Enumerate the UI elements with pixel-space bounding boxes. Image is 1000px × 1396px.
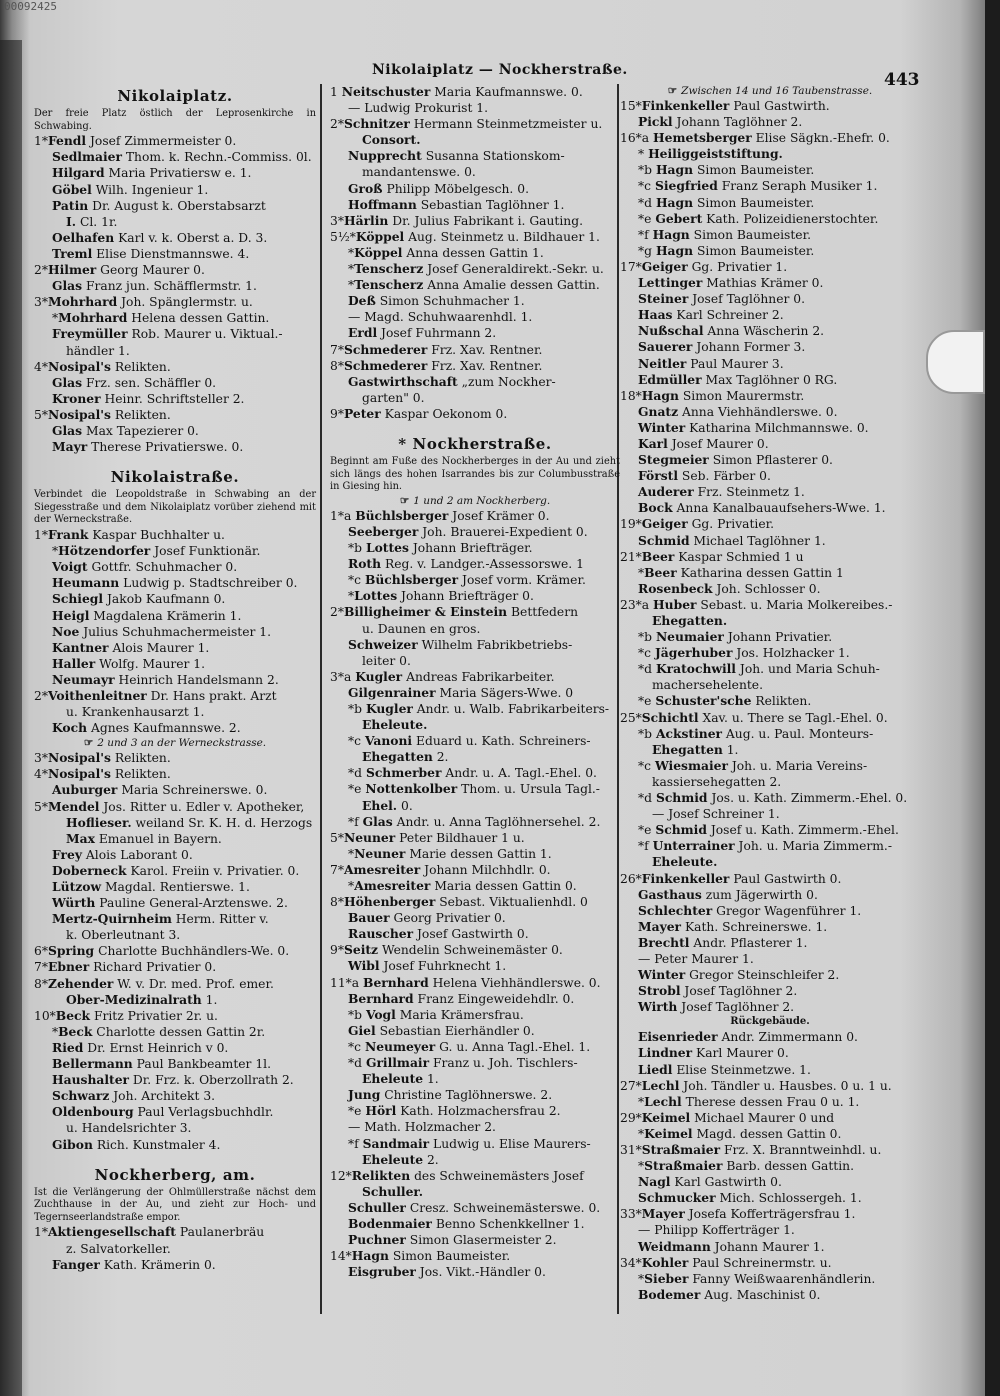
resident-entry: Ehegatten 1. [652, 741, 739, 757]
resident-entry: z. Salvatorkeller. [66, 1241, 171, 1256]
resident-entry: 25*Schichtl Xav. u. There se Tagl.-Ehel. 0. [620, 709, 888, 725]
resident-entry: u. Daunen en gros. [362, 621, 481, 636]
resident-entry: *c Neumeyer G. u. Anna Tagl.-Ehel. 1. [348, 1038, 591, 1054]
resident-entry: *e Nottenkolber Thom. u. Ursula Tagl.- [348, 781, 600, 797]
resident-entry: 9*Seitz Wendelin Schweinemäster 0. [330, 942, 563, 958]
resident-entry: 2*Billigheimer & Einstein Bettfedern [330, 604, 578, 620]
resident-entry: Gastwirthschaft „zum Nockher- [348, 373, 556, 389]
resident-entry: Auderer Frz. Steinmetz 1. [638, 484, 805, 500]
resident-entry: Edmüller Max Taglöhner 0 RG. [638, 371, 838, 387]
page-clip [926, 330, 985, 394]
resident-entry: *d Schmerber Andr. u. A. Tagl.-Ehel. 0. [348, 765, 597, 781]
resident-entry: Förstl Seb. Färber 0. [638, 468, 771, 484]
resident-entry: Strobl Josef Taglöhner 2. [638, 983, 798, 999]
resident-entry: Wirth Josef Taglöhner 2. [638, 999, 795, 1015]
resident-entry: Eisgruber Jos. Vikt.-Händler 0. [348, 1264, 546, 1280]
resident-entry: Heigl Magdalena Krämerin 1. [52, 607, 242, 623]
resident-entry: — Peter Maurer 1. [638, 951, 754, 966]
resident-entry: — Philipp Kofferträger 1. [638, 1223, 795, 1238]
resident-entry: *Beer Katharina dessen Gattin 1 [638, 564, 844, 580]
street-description: Beginnt am Fuße des Nockherberges in der Au und zieht sich längs des hohen Isarrandes bis zur Columbusstraße in Giesing hin. [330, 456, 620, 493]
resident-entry: u. Handelsrichter 3. [66, 1121, 192, 1136]
resident-entry: Bernhard Franz Eingeweidehdlr. 0. [348, 990, 575, 1006]
street-heading: Nikolaistraße. [110, 468, 240, 487]
resident-entry: 11*a Bernhard Helena Viehhändlerswe. 0. [330, 974, 601, 990]
resident-entry: Liedl Elise Steinmetzwe. 1. [638, 1061, 811, 1077]
resident-entry: Jung Christine Taglöhnerswe. 2. [348, 1087, 553, 1103]
resident-entry: 33*Mayer Josefa Kofferträgersfrau 1. [620, 1206, 856, 1222]
resident-entry: Consort. [362, 132, 421, 148]
resident-entry: *c Siegfried Franz Seraph Musiker 1. [638, 178, 878, 194]
resident-entry: 2*Voithenleitner Dr. Hans prakt. Arzt [34, 687, 277, 703]
resident-entry: Eheleute. [652, 854, 718, 870]
resident-entry: Glas Frz. sen. Schäffler 0. [52, 374, 217, 390]
resident-entry: Schiegl Jakob Kaufmann 0. [52, 591, 226, 607]
street-heading: Nikolaiplatz. [117, 87, 233, 105]
resident-entry: 1 Neitschuster Maria Kaufmannswe. 0. [330, 84, 583, 99]
resident-entry: Groß Philipp Möbelgesch. 0. [348, 180, 529, 196]
resident-entry: 7*Amesreiter Johann Milchhdlr. 0. [330, 861, 551, 877]
resident-entry: *e Schmid Josef u. Kath. Zimmerm.-Ehel. [638, 822, 899, 838]
resident-entry: Gibon Rich. Kunstmaler 4. [52, 1136, 221, 1152]
resident-entry: *e Hörl Kath. Holzmachersfrau 2. [348, 1103, 561, 1119]
resident-entry: 1*Frank Kaspar Buchhalter u. [34, 527, 225, 543]
resident-entry: Kroner Heinr. Schriftsteller 2. [52, 390, 245, 406]
resident-entry: Steiner Josef Taglöhner 0. [638, 291, 806, 307]
resident-entry: Nupprecht Susanna Stationskom- [348, 148, 565, 164]
resident-entry: Ehegatten. [652, 613, 728, 628]
resident-entry: händler 1. [66, 343, 130, 358]
resident-entry: 1*Fendl Josef Zimmermeister 0. [34, 133, 237, 149]
resident-entry: Karl Josef Maurer 0. [638, 435, 769, 451]
resident-entry: Heumann Ludwig p. Stadtschreiber 0. [52, 575, 298, 591]
resident-entry: Hoflieser. weiland Sr. K. H. d. Herzogs [66, 814, 313, 830]
resident-entry: *d Kratochwill Joh. und Maria Schuh- [638, 661, 880, 677]
resident-entry: Voigt Gottfr. Schuhmacher 0. [52, 559, 238, 575]
resident-entry: I. Cl. 1r. [66, 213, 118, 229]
resident-entry: Bodemer Aug. Maschinist 0. [638, 1286, 821, 1302]
resident-entry: Fanger Kath. Krämerin 0. [52, 1256, 216, 1272]
resident-entry: Sauerer Johann Former 3. [638, 339, 806, 355]
resident-entry: 3*Nosipal's Relikten. [34, 750, 171, 766]
running-head: Nikolaiplatz — Nockherstraße. [372, 62, 628, 78]
resident-entry: Schuller Cresz. Schweinemästerswe. 0. [348, 1199, 601, 1215]
resident-entry: *d Schmid Jos. u. Kath. Zimmerm.-Ehel. 0. [638, 790, 908, 806]
resident-entry: machersehelente. [652, 678, 763, 693]
resident-entry: Erdl Josef Fuhrmann 2. [348, 325, 497, 341]
resident-entry: Ried Dr. Ernst Heinrich v 0. [52, 1039, 229, 1055]
resident-entry: 7*Schmederer Frz. Xav. Rentner. [330, 341, 543, 357]
resident-entry: *Keimel Magd. dessen Gattin 0. [638, 1125, 842, 1141]
page-number: 443 [884, 70, 920, 90]
directory-column-right [620, 84, 920, 1303]
resident-entry: Nußschal Anna Wäscherin 2. [638, 323, 825, 339]
resident-entry: 29*Keimel Michael Maurer 0 und [620, 1109, 835, 1125]
resident-entry: 10*Beck Fritz Privatier 2r. u. [34, 1007, 218, 1023]
resident-entry: Bodenmaier Benno Schenkkellner 1. [348, 1215, 585, 1231]
resident-entry: *Beck Charlotte dessen Gattin 2r. [52, 1023, 266, 1039]
resident-entry: Rauscher Josef Gastwirth 0. [348, 926, 529, 942]
resident-entry: Pickl Johann Taglöhner 2. [638, 114, 803, 130]
resident-entry: Lettinger Mathias Krämer 0. [638, 275, 824, 291]
resident-entry: 16*a Hemetsberger Elise Sägkn.-Ehefr. 0. [620, 130, 890, 146]
resident-entry: 34*Kohler Paul Schreinermstr. u. [620, 1254, 832, 1270]
resident-entry: Hilgard Maria Privatiersw e. 1. [52, 165, 252, 181]
resident-entry: *Neuner Marie dessen Gattin 1. [348, 845, 552, 861]
resident-entry: *Mohrhard Helena dessen Gattin. [52, 310, 270, 326]
resident-entry: 5*Neuner Peter Bildhauer 1 u. [330, 829, 525, 845]
street-description: Verbindet die Leopoldstraße in Schwabing an der Siegesstraße und dem Nikolaiplatz vorüber ziehend mit der Werneckstraße. [34, 489, 316, 526]
resident-entry: *d Grillmair Franz u. Joh. Tischlers- [348, 1055, 578, 1071]
resident-entry: Max Emanuel in Bayern. [66, 830, 222, 846]
resident-entry: garten" 0. [362, 390, 425, 405]
resident-entry: 4*Nosipal's Relikten. [34, 766, 171, 782]
pointer-note [34, 736, 316, 750]
pointing-hand-icon: ☞ [399, 494, 410, 507]
resident-entry: Auburger Maria Schreinerswe. 0. [52, 782, 268, 798]
resident-entry: *d Hagn Simon Baumeister. [638, 194, 815, 210]
resident-entry: *b Kugler Andr. u. Walb. Fabrikarbeiters- [348, 700, 610, 716]
pointing-hand-icon: ☞ [83, 737, 94, 750]
resident-entry: Sedlmaier Thom. k. Rechn.-Commiss. 0l. [52, 149, 312, 165]
book-spine-shadow [0, 40, 22, 1396]
resident-entry: 2*Schnitzer Hermann Steinmetzmeister u. [330, 116, 603, 132]
street-description: Der freie Platz östlich der Leprosenkirche in Schwabing. [34, 108, 316, 132]
resident-entry: Glas Franz jun. Schäfflermstr. 1. [52, 278, 257, 294]
resident-entry: 27*Lechl Joh. Tändler u. Hausbes. 0 u. 1 u. [620, 1077, 892, 1093]
resident-entry: Noe Julius Schuhmachermeister 1. [52, 623, 271, 639]
resident-entry: Schweizer Wilhelm Fabrikbetriebs- [348, 636, 573, 652]
resident-entry: Freymüller Rob. Maurer u. Viktual.- [52, 326, 283, 342]
resident-entry: Gasthaus zum Jägerwirth 0. [638, 886, 818, 902]
resident-entry: Eheleute 1. [362, 1071, 439, 1087]
resident-entry: Frey Alois Laborant 0. [52, 846, 193, 862]
resident-entry: Nagl Karl Gastwirth 0. [638, 1174, 782, 1190]
section-subheading: Rückgebäude. [730, 1016, 810, 1028]
resident-entry: Seeberger Joh. Brauerei-Expedient 0. [348, 523, 588, 539]
resident-entry: *f Hagn Simon Baumeister. [638, 226, 812, 242]
resident-entry: — Magd. Schuhwaarenhdl. 1. [348, 310, 533, 325]
resident-entry: — Josef Schreiner 1. [652, 807, 780, 822]
resident-entry: *f Sandmair Ludwig u. Elise Maurers- [348, 1135, 591, 1151]
resident-entry: Bellermann Paul Bankbeamter 1l. [52, 1056, 272, 1072]
pointer-note-text: 2 und 3 an der Werneckstrasse. [97, 737, 267, 750]
resident-entry: 3*Härlin Dr. Julius Fabrikant i. Gauting. [330, 212, 583, 228]
resident-entry: Roth Reg. v. Landger.-Assessorswe. 1 [348, 556, 584, 572]
resident-entry: Weidmann Johann Maurer 1. [638, 1238, 825, 1254]
resident-entry: 14*Hagn Simon Baumeister. [330, 1248, 511, 1264]
resident-entry: Koch Agnes Kaufmannswe. 2. [52, 720, 241, 736]
resident-entry: 31*Straßmaier Frz. X. Branntweinhdl. u. [620, 1142, 882, 1157]
resident-entry: Rosenbeck Joh. Schlosser 0. [638, 580, 821, 596]
resident-entry: Neitler Paul Maurer 3. [638, 355, 784, 371]
resident-entry: Bock Anna Kanalbauaufsehers-Wwe. 1. [638, 500, 886, 516]
resident-entry: *Köppel Anna dessen Gattin 1. [348, 244, 544, 260]
resident-entry: Ober-Medizinalrath 1. [66, 991, 218, 1007]
resident-entry: *Hötzendorfer Josef Funktionär. [52, 543, 261, 559]
resident-entry: Haushalter Dr. Frz. k. Oberzollrath 2. [52, 1072, 294, 1088]
resident-entry: Oelhafen Karl v. k. Oberst a. D. 3. [52, 229, 268, 245]
resident-entry: 8*Schmederer Frz. Xav. Rentner. [330, 357, 543, 373]
resident-entry: Schmucker Mich. Schlossergeh. 1. [638, 1190, 862, 1206]
resident-entry: 1*Aktiengesellschaft Paulanerbräu [34, 1224, 265, 1240]
resident-entry: Haas Karl Schreiner 2. [638, 307, 784, 323]
resident-entry: Deß Simon Schuhmacher 1. [348, 293, 525, 309]
resident-entry: Ehegatten 2. [362, 749, 449, 765]
resident-entry: 15*Finkenkeller Paul Gastwirth. [620, 98, 830, 113]
resident-entry: *Tenscherz Josef Generaldirekt.-Sekr. u. [348, 261, 604, 277]
resident-entry: *Lottes Johann Briefträger 0. [348, 588, 534, 604]
resident-entry: *Straßmaier Barb. dessen Gattin. [638, 1158, 854, 1174]
resident-entry: Eisenrieder Andr. Zimmermann 0. [638, 1029, 858, 1045]
resident-entry: *b Ackstiner Aug. u. Paul. Monteurs- [638, 725, 874, 741]
resident-entry: Stegmeier Simon Pflasterer 0. [638, 452, 833, 468]
resident-entry: 19*Geiger Gg. Privatier. [620, 516, 775, 532]
resident-entry: — Math. Holzmacher 2. [348, 1120, 496, 1135]
resident-entry: * Heiliggeiststiftung. [638, 146, 783, 162]
street-heading: Nockherberg, am. [94, 1165, 256, 1184]
resident-entry: *c Vanoni Eduard u. Kath. Schreiners- [348, 733, 591, 749]
resident-entry: 23*a Huber Sebast. u. Maria Molkereibes.- [620, 596, 893, 612]
resident-entry: 18*Hagn Simon Maurermstr. [620, 387, 805, 403]
resident-entry: 4*Nosipal's Relikten. [34, 358, 171, 374]
resident-entry: Mayr Therese Privatierswe. 0. [52, 439, 244, 455]
resident-entry: *c Jägerhuber Jos. Holzhacker 1. [638, 645, 850, 661]
resident-entry: Schlechter Gregor Wagenführer 1. [638, 902, 862, 918]
resident-entry: 5*Nosipal's Relikten. [34, 406, 171, 422]
resident-entry: *Tenscherz Anna Amalie dessen Gattin. [348, 277, 600, 293]
resident-entry: 1*a Büchlsberger Josef Krämer 0. [330, 507, 550, 523]
resident-entry: Bauer Georg Privatier 0. [348, 910, 506, 926]
resident-entry: 3*Mohrhard Joh. Spänglermstr. u. [34, 294, 253, 310]
resident-entry: Glas Max Tapezierer 0. [52, 422, 199, 438]
scan-id: 00092425 [4, 0, 57, 13]
resident-entry: *b Neumaier Johann Privatier. [638, 629, 833, 645]
resident-entry: *f Unterrainer Joh. u. Maria Zimmerm.- [638, 838, 892, 854]
resident-entry: Mertz-Quirnheim Herm. Ritter v. [52, 911, 269, 927]
resident-entry: Göbel Wilh. Ingenieur 1. [52, 181, 209, 197]
resident-entry: Haller Wolfg. Maurer 1. [52, 655, 206, 671]
street-heading: * Nockherstraße. [398, 434, 552, 453]
resident-entry: Ehel. 0. [362, 797, 413, 813]
resident-entry: 2*Hilmer Georg Maurer 0. [34, 262, 205, 278]
pointer-note [620, 84, 920, 98]
directory-column-middle [330, 84, 620, 1280]
resident-entry: Würth Pauline General-Arztenswe. 2. [52, 895, 288, 911]
resident-entry: Schuller. [362, 1183, 424, 1199]
resident-entry: 26*Finkenkeller Paul Gastwirth 0. [620, 870, 842, 886]
resident-entry: leiter 0. [362, 653, 411, 668]
resident-entry: *f Glas Andr. u. Anna Taglöhnersehel. 2. [348, 813, 601, 829]
resident-entry: Gnatz Anna Viehhändlerswe. 0. [638, 403, 838, 419]
resident-entry: *b Hagn Simon Baumeister. [638, 162, 815, 178]
resident-entry: 8*Höhenberger Sebast. Viktualienhdl. 0 [330, 894, 588, 910]
resident-entry: Winter Katharina Milchmannswe. 0. [638, 419, 869, 435]
resident-entry: Schwarz Joh. Architekt 3. [52, 1088, 216, 1104]
street-description: Ist die Verlängerung der Ohlmüllerstraße nächst dem Zuchthause in der Au, und zieht zur Hoch- und Tegernseerlandstraße empor. [34, 1186, 316, 1223]
resident-entry: *b Vogl Maria Krämersfrau. [348, 1006, 524, 1022]
resident-entry: *Sieber Fanny Weißwaarenhändlerin. [638, 1270, 876, 1286]
resident-entry: Neumayr Heinrich Handelsmann 2. [52, 671, 279, 687]
pointer-note-text: Zwischen 14 und 16 Taubenstrasse. [681, 85, 873, 97]
column-rule [320, 84, 322, 1314]
resident-entry: Puchner Simon Glasermeister 2. [348, 1232, 557, 1248]
resident-entry: Kantner Alois Maurer 1. [52, 639, 210, 655]
resident-entry: Doberneck Karol. Freiin v. Privatier. 0. [52, 862, 300, 878]
resident-entry: kassiersehegatten 2. [652, 774, 782, 789]
resident-entry: Oldenbourg Paul Verlagsbuchhdlr. [52, 1104, 274, 1120]
directory-column-left [34, 84, 316, 1273]
resident-entry: Hoffmann Sebastian Taglöhner 1. [348, 196, 565, 212]
pointer-note [330, 494, 620, 508]
resident-entry: Patin Dr. August k. Oberstabsarzt [52, 197, 266, 213]
resident-entry: 9*Peter Kaspar Oekonom 0. [330, 405, 508, 421]
resident-entry: 7*Ebner Richard Privatier 0. [34, 959, 217, 975]
resident-entry: 8*Zehender W. v. Dr. med. Prof. emer. [34, 975, 274, 991]
resident-entry: 3*a Kugler Andreas Fabrikarbeiter. [330, 668, 555, 684]
resident-entry: 21*Beer Kaspar Schmied 1 u [620, 548, 804, 564]
resident-entry: *e Schuster'sche Relikten. [638, 693, 812, 709]
resident-entry: *b Lottes Johann Briefträger. [348, 540, 533, 556]
resident-entry: 6*Spring Charlotte Buchhändlers-We. 0. [34, 943, 290, 959]
resident-entry: mandantenswe. 0. [362, 165, 476, 180]
resident-entry: 12*Relikten des Schweinemästers Josef [330, 1167, 584, 1183]
resident-entry: Winter Gregor Steinschleifer 2. [638, 967, 840, 983]
resident-entry: *Lechl Therese dessen Frau 0 u. 1. [638, 1093, 860, 1109]
resident-entry: — Ludwig Prokurist 1. [348, 101, 489, 116]
resident-entry: Schmid Michael Taglöhner 1. [638, 532, 826, 548]
resident-entry: Eheleute 2. [362, 1151, 439, 1167]
resident-entry: Wibl Josef Fuhrknecht 1. [348, 958, 507, 974]
resident-entry: *g Hagn Simon Baumeister. [638, 242, 815, 258]
resident-entry: *c Büchlsberger Josef vorm. Krämer. [348, 572, 586, 588]
resident-entry: 5½*Köppel Aug. Steinmetz u. Bildhauer 1. [330, 228, 600, 244]
resident-entry: k. Oberleutnant 3. [66, 928, 181, 943]
resident-entry: Gilgenrainer Maria Sägers-Wwe. 0 [348, 684, 574, 700]
resident-entry: u. Krankenhausarzt 1. [66, 705, 205, 720]
resident-entry: Lindner Karl Maurer 0. [638, 1045, 789, 1061]
resident-entry: Giel Sebastian Eierhändler 0. [348, 1022, 535, 1038]
resident-entry: Mayer Kath. Schreinerswe. 1. [638, 918, 828, 934]
resident-entry: *Amesreiter Maria dessen Gattin 0. [348, 878, 577, 893]
pointing-hand-icon: ☞ [667, 85, 678, 97]
resident-entry: 17*Geiger Gg. Privatier 1. [620, 258, 788, 274]
resident-entry: Lützow Magdal. Rentierswe. 1. [52, 879, 250, 894]
resident-entry: *c Wiesmaier Joh. u. Maria Vereins- [638, 757, 868, 773]
resident-entry: *e Gebert Kath. Polizeidienerstochter. [638, 210, 879, 226]
pointer-note-text: 1 und 2 am Nockherberg. [413, 494, 551, 507]
resident-entry: 5*Mendel Jos. Ritter u. Edler v. Apotheker, [34, 798, 305, 814]
resident-entry: Treml Elise Dienstmannswe. 4. [52, 245, 250, 261]
resident-entry: Brechtl Andr. Pflasterer 1. [638, 934, 808, 950]
resident-entry: Eheleute. [362, 717, 428, 733]
